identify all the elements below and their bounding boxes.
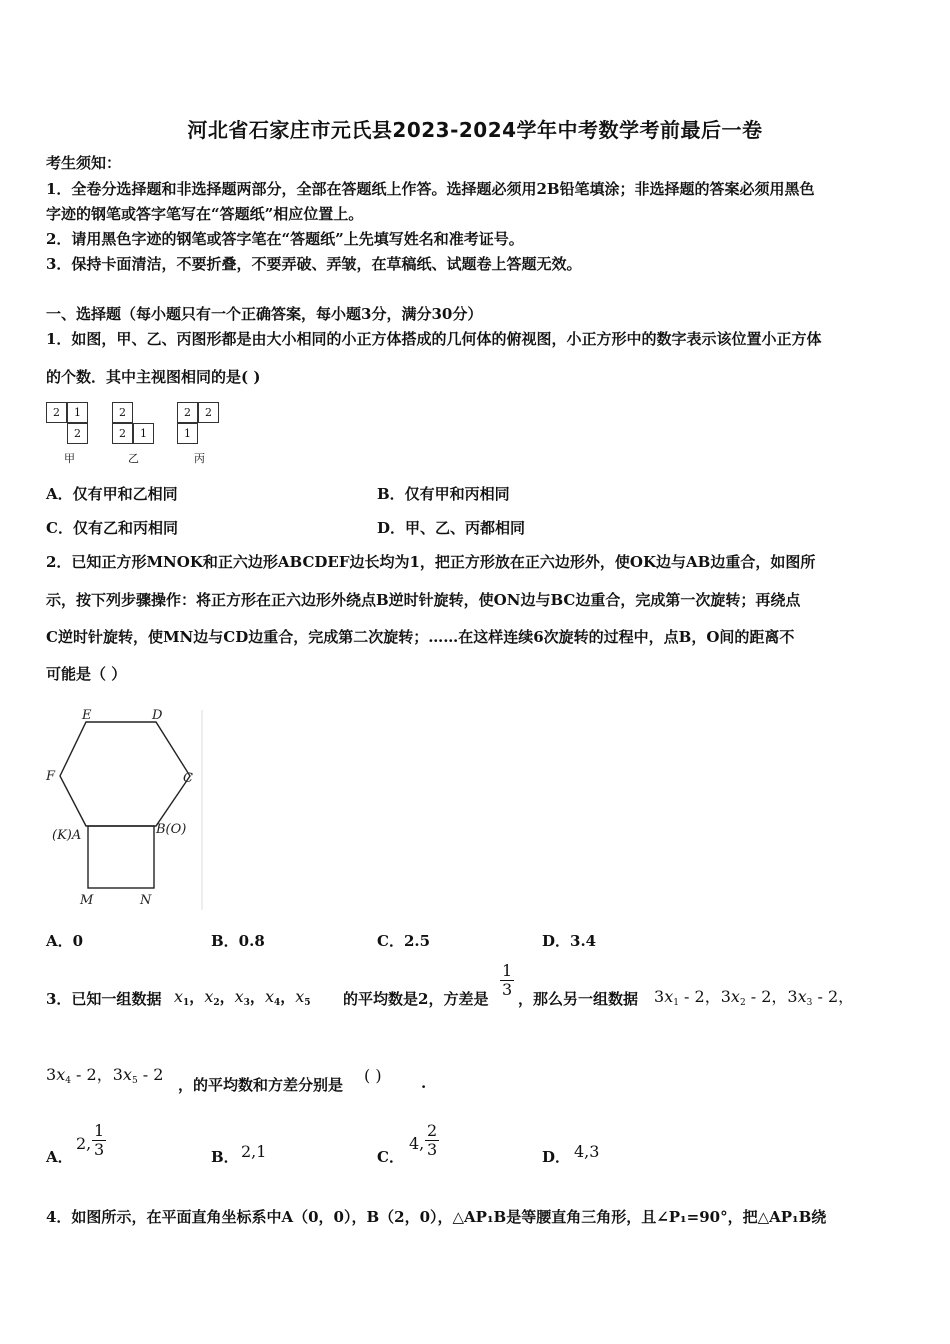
- notice-item-3: 3．保持卡面清洁，不要折叠，不要弄破、弄皱，在草稿纸、试题卷上答题无效。: [46, 255, 582, 273]
- option-label: A．: [46, 1148, 73, 1166]
- grid-caption: 甲: [64, 452, 75, 465]
- option-fraction: [92, 1122, 106, 1159]
- option-label: B．: [211, 1148, 239, 1166]
- square-shape: [88, 826, 154, 888]
- grid-cell: 2: [112, 402, 133, 423]
- label-bo: B(O): [156, 822, 187, 837]
- q2-line-2: 示，按下列步骤操作：将正方形在正六边形外绕点B逆时针旋转，使ON边与BC边重合，完成第一次旋转；再绕点: [46, 591, 801, 609]
- fraction-denominator: 3: [427, 1140, 438, 1159]
- q3-mid2: ，那么另一组数据: [518, 990, 639, 1008]
- q3-end: .: [421, 1074, 427, 1092]
- q3-variance-fraction: [500, 962, 514, 999]
- option-fraction: [425, 1122, 439, 1159]
- q2-option-c: C．2.5: [377, 932, 431, 950]
- notice-item-1a: 1．全卷分选择题和非选择题两部分，全部在答题纸上作答。选择题必须用2B铅笔填涂；非选择题的答案必须用黑色: [46, 180, 815, 198]
- q1-option-a: A．仅有甲和乙相同: [46, 485, 178, 503]
- fraction-denominator: 3: [502, 980, 513, 999]
- grid-caption: 乙: [128, 452, 139, 465]
- grid-caption: 丙: [194, 452, 205, 465]
- notice-item-1b: 字迹的钢笔或答字笔写在“答题纸”相应位置上。: [46, 205, 364, 223]
- label-ka: (K)A: [52, 828, 82, 843]
- section-heading: 一、选择题（每小题只有一个正确答案，每小题3分，满分30分）: [46, 305, 483, 323]
- q3-suffix: ，的平均数和方差分别是: [178, 1076, 344, 1094]
- option-whole: 2,: [76, 1134, 92, 1153]
- grid-cell: 2: [46, 402, 67, 423]
- page-title: 河北省石家庄市元氏县2023-2024学年中考数学考前最后一卷: [187, 118, 763, 142]
- option-value: 2,1: [241, 1142, 267, 1161]
- q1-option-b: B．仅有甲和丙相同: [377, 485, 510, 503]
- q2-option-d: D．3.4: [542, 932, 597, 950]
- grid-cell: 1: [67, 402, 88, 423]
- label-c: C: [183, 771, 193, 786]
- q3-new-data-2: $3x_4 - 2$，$3x_5 - 2$: [46, 1065, 164, 1086]
- q3-prefix: 3．已知一组数据: [46, 990, 162, 1008]
- grid-cell: 2: [67, 423, 88, 444]
- q2-line-1: 2．已知正方形MNOK和正六边形ABCDEF边长均为1，把正方形放在正六边形外，使OK边与AB边重合，如图所: [46, 553, 816, 571]
- q3-mid: 的平均数是2，方差是: [343, 990, 489, 1008]
- grid-cell: 1: [177, 423, 198, 444]
- fraction-numerator: 2: [427, 1121, 438, 1140]
- grid-cell: 2: [198, 402, 219, 423]
- hexagon-square-figure: [40, 700, 210, 915]
- grid-cell: 1: [133, 423, 154, 444]
- q4-line-1: 4．如图所示，在平面直角坐标系中A（0，0），B（2，0），△AP₁B是等腰直角三角形，且∠P₁=90°，把△AP₁B绕: [46, 1208, 827, 1226]
- q2-line-4: 可能是（ ）: [46, 665, 127, 683]
- notice-heading: 考生须知：: [46, 154, 122, 172]
- label-d: D: [152, 708, 163, 723]
- option-label: C．: [377, 1148, 404, 1166]
- option-whole: 4,: [409, 1134, 425, 1153]
- notice-item-2: 2．请用黑色字迹的钢笔或答字笔在“答题纸”上先填写姓名和准考证号。: [46, 230, 524, 248]
- fraction-numerator: 1: [94, 1121, 105, 1140]
- option-value: 4,3: [574, 1142, 600, 1161]
- grid-cell: 2: [112, 423, 133, 444]
- q1-line-1: 1．如图，甲、乙、丙图形都是由大小相同的小正方体搭成的几何体的俯视图，小正方形中的数字表示该位置小正方体: [46, 330, 822, 348]
- grid-cell: 2: [177, 402, 198, 423]
- hexagon-shape: [60, 722, 190, 826]
- q1-option-d: D．甲、乙、丙都相同: [377, 519, 526, 537]
- q1-option-c: C．仅有乙和丙相同: [46, 519, 178, 537]
- q2-line-3: C逆时针旋转，使MN边与CD边重合，完成第二次旋转；……在这样连续6次旋转的过程中，点B，O间的距离不: [46, 628, 795, 646]
- q3-paren: ( ): [364, 1066, 382, 1085]
- q3-data-set: $x_1$，$x_2$，$x_3$，$x_4$，$x_5$: [174, 987, 311, 1008]
- q2-option-b: B．0.8: [211, 932, 265, 950]
- label-m: M: [80, 893, 94, 908]
- label-e: E: [82, 708, 92, 723]
- fraction-numerator: 1: [502, 961, 513, 980]
- label-n: N: [140, 893, 152, 908]
- q3-new-data-1: $3x_1 - 2$，$3x_2 - 2$，$3x_3 - 2$，: [654, 987, 855, 1008]
- label-f: F: [46, 769, 56, 784]
- q1-line-2: 的个数．其中主视图相同的是( ): [46, 368, 261, 386]
- fraction-denominator: 3: [94, 1140, 105, 1159]
- option-label: D．: [542, 1148, 571, 1166]
- q2-option-a: A．0: [46, 932, 84, 950]
